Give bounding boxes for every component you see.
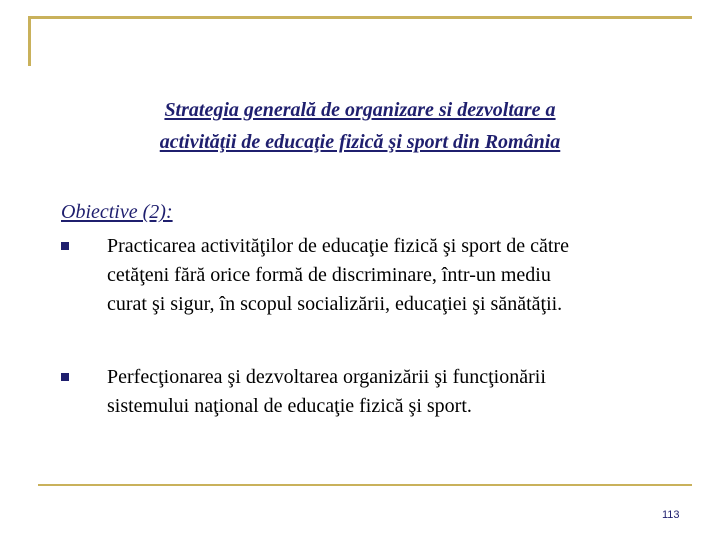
bullet-item-1-line-1: Practicarea activităţilor de educaţie fizică şi sport de către bbox=[107, 235, 569, 257]
bullet-item-1-line-3: curat şi sigur, în scopul socializării, educaţiei şi sănătăţii. bbox=[107, 293, 563, 315]
square-bullet-icon bbox=[61, 373, 69, 381]
bullet-item-2-line-2: sistemului naţional de educaţie fizică şi sport. bbox=[107, 395, 472, 417]
slide-title-line-1: Strategia generală de organizare si dezvoltare a bbox=[164, 99, 556, 121]
bullet-item-1 bbox=[107, 232, 692, 319]
bullet-item-2 bbox=[107, 363, 692, 421]
bullet-item-2-line-1: Perfecţionarea şi dezvoltarea organizării şi funcţionării bbox=[107, 366, 546, 388]
slide-title bbox=[60, 94, 660, 158]
page-number: 113 bbox=[662, 509, 680, 521]
bullet-item-1-line-2: cetăţeni fără orice formă de discriminare, într-un mediu bbox=[107, 264, 551, 286]
frame-bottom-border bbox=[38, 484, 692, 486]
frame-left-border bbox=[28, 16, 31, 66]
square-bullet-icon bbox=[61, 242, 69, 250]
objectives-heading: Obiective (2): bbox=[61, 201, 173, 223]
slide-title-line-2: activităţii de educaţie fizică şi sport din România bbox=[159, 131, 561, 153]
frame-top-border bbox=[28, 16, 692, 19]
